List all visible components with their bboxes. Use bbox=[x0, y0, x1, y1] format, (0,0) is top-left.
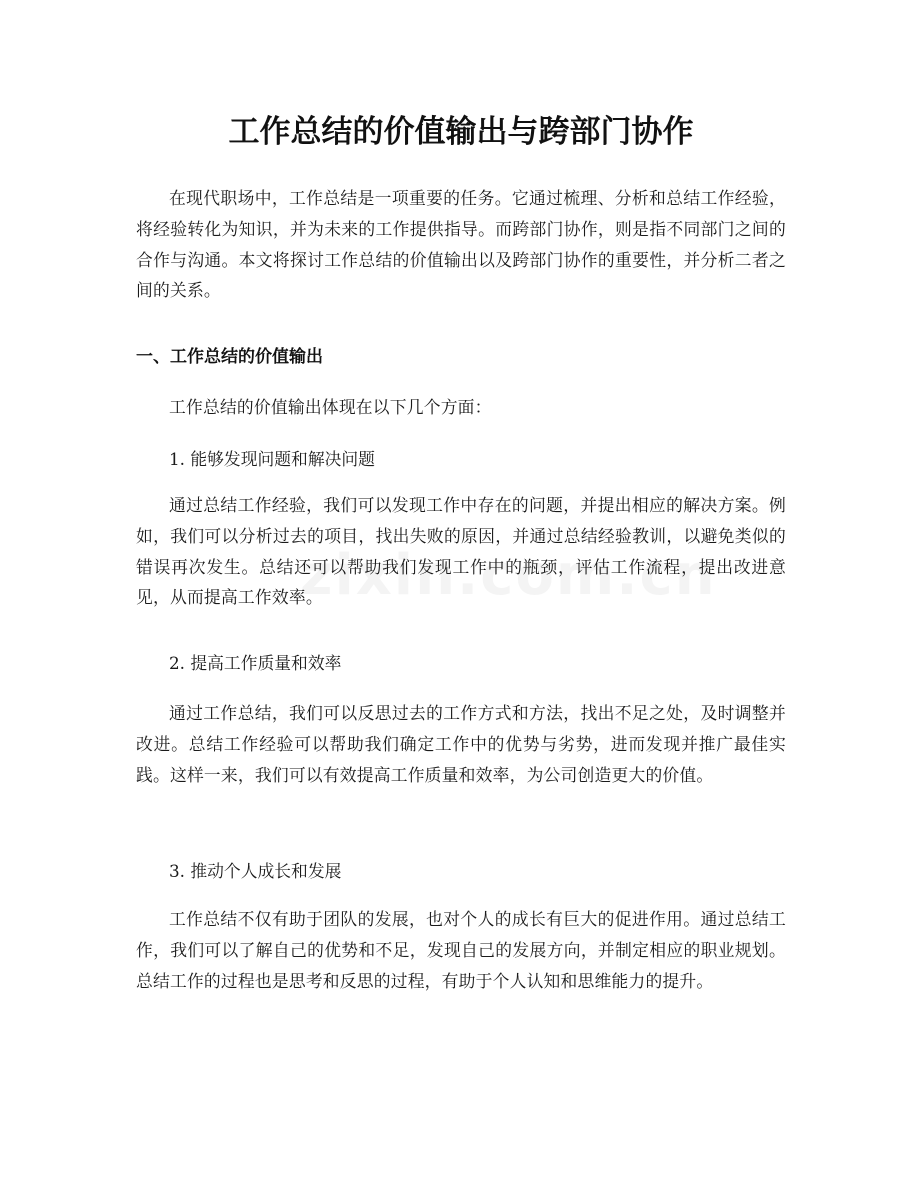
intro-paragraph: 在现代职场中，工作总结是一项重要的任务。它通过梳理、分析和总结工作经验，将经验转化为知识，并为未来的工作提供指导。而跨部门协作，则是指不同部门之间的合作与沟通。本文将探讨工作总结的价值输出以及跨部门协作的重要性，并分析二者之间的关系。 bbox=[136, 188, 786, 301]
subsection-title: 3. 推动个人成长和发展 bbox=[169, 861, 342, 881]
subsection-body: 工作总结不仅有助于团队的发展，也对个人的成长有巨大的促进作用。通过总结工作，我们可以了解自己的优势和不足，发现自己的发展方向，并制定相应的职业规划。总结工作的过程也是思考和反思的过程，有助于个人认知和思维能力的提升。 bbox=[136, 909, 786, 991]
subsection-body: 通过工作总结，我们可以反思过去的工作方式和方法，找出不足之处，及时调整并改进。总结工作经验可以帮助我们确定工作中的优势与劣势，进而发现并推广最佳实践。这样一来，我们可以有效提高工作质量和效率，为公司创造更大的价值。 bbox=[136, 703, 786, 785]
subsection-body: 通过总结工作经验，我们可以发现工作中存在的问题，并提出相应的解决方案。例如，我们可以分析过去的项目，找出失败的原因，并通过总结经验教训，以避免类似的错误再次发生。总结还可以帮助我们发现工作中的瓶颈，评估工作流程，提出改进意见，从而提高工作效率。 bbox=[136, 495, 786, 608]
page-title: 工作总结的价值输出与跨部门协作 bbox=[228, 114, 694, 150]
subsection-title: 2. 提高工作质量和效率 bbox=[169, 653, 342, 673]
section-heading: 一、工作总结的价值输出 bbox=[136, 347, 323, 367]
section-lead: 工作总结的价值输出体现在以下几个方面： bbox=[169, 397, 492, 417]
subsection-title: 1. 能够发现问题和解决问题 bbox=[169, 449, 375, 469]
